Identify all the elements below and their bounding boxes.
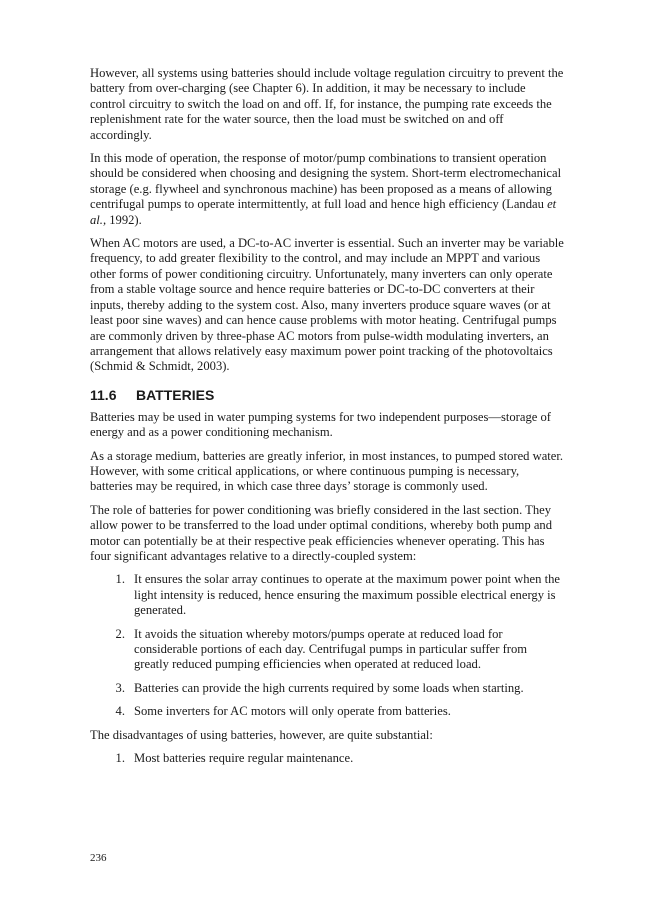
list-item [90,751,564,766]
list-item [90,681,564,696]
list-item [90,572,564,618]
paragraph: As a storage medium, batteries are greatly inferior, in most instances, to pumped stored water. However, with some critical applications, or where continuous pumping is necessary, batteries may be required, in which case three days’ storage is commonly used. [90,448,564,494]
list-marker: 1. [115,751,125,766]
section-title: BATTERIES [136,386,215,403]
list-marker: 4. [115,704,125,719]
section-number: 11.6 [90,386,117,403]
list-item-text: It avoids the situation whereby motors/pumps operate at reduced load for considerable portions of each day. Centrifugal pumps in particular suffer from greatly reduced pumping efficiencies when operated at reduced load. [134,626,528,672]
list-item-text: It ensures the solar array continues to operate at the maximum power point when the light intensity is reduced, hence ensuring the maximum possible electrical energy is generated. [134,572,560,618]
paragraph: Batteries may be used in water pumping systems for two independent purposes—storage of energy and as a power conditioning mechanism. [90,409,551,440]
page-body [90,66,564,774]
advantages-list [90,572,564,719]
paragraph: The role of batteries for power conditioning was briefly considered in the last section. They allow power to be transferred to the load under optimal conditions, whereby both pump and motor can potentially be at their respective peak efficiencies whenever operating. This has four significant advantages relative to a directly-coupled system: [90,502,553,563]
paragraph-text: 1992). [106,212,142,227]
list-item-text: Some inverters for AC motors will only operate from batteries. [134,704,451,719]
paragraph-text: In this mode of operation, the response of motor/pump combinations to transient operation should be considered when choosing and designing the system. Short-term electromechanical storage (e.g. flywheel and synchronous machine) has been proposed as a means of allowing centrifugal pumps to operate intermittently, at full load and hence high efficiency (Landau [90,151,562,212]
list-marker: 2. [115,626,125,641]
page-number: 236 [90,852,107,864]
list-item-text: Most batteries require regular maintenance. [134,751,354,766]
paragraph [90,151,564,228]
list-marker: 1. [115,572,125,587]
list-item-text: Batteries can provide the high currents required by some loads when starting. [134,680,524,695]
disadvantages-list [90,751,564,766]
paragraph: When AC motors are used, a DC-to-AC inverter is essential. Such an inverter may be variable frequency, to add greater flexibility to the control, and may include an MPPT and various other forms of power conditioning circuitry. Unfortunately, many inverters can only operate from a stable voltage source and hence require batteries or DC-to-DC converters at their inputs, thereby adding to the system cost. Also, many inverters produce square waves (or at least poor sine waves) and can hence cause problems with motor heating. Centrifugal pumps are commonly driven by three-phase AC motors from pulse-width modulating inverters, an arrangement that allows relatively easy maximum power point tracking of the photovoltaics (Schmid & Schmidt, 2003). [90,236,564,374]
paragraph: The disadvantages of using batteries, however, are quite substantial: [90,727,433,742]
list-marker: 3. [115,680,125,695]
list-item [90,627,564,673]
paragraph: However, all systems using batteries should include voltage regulation circuitry to prevent the battery from over-charging (see Chapter 6). In addition, it may be necessary to include control circuitry to switch the load on and off. If, for instance, the pumping rate exceeds the replenishment rate for the water source, then the load must be switched on and off accordingly. [90,66,564,142]
citation-italic: et al., [90,197,557,227]
section-heading [90,387,564,404]
list-item [90,704,564,719]
